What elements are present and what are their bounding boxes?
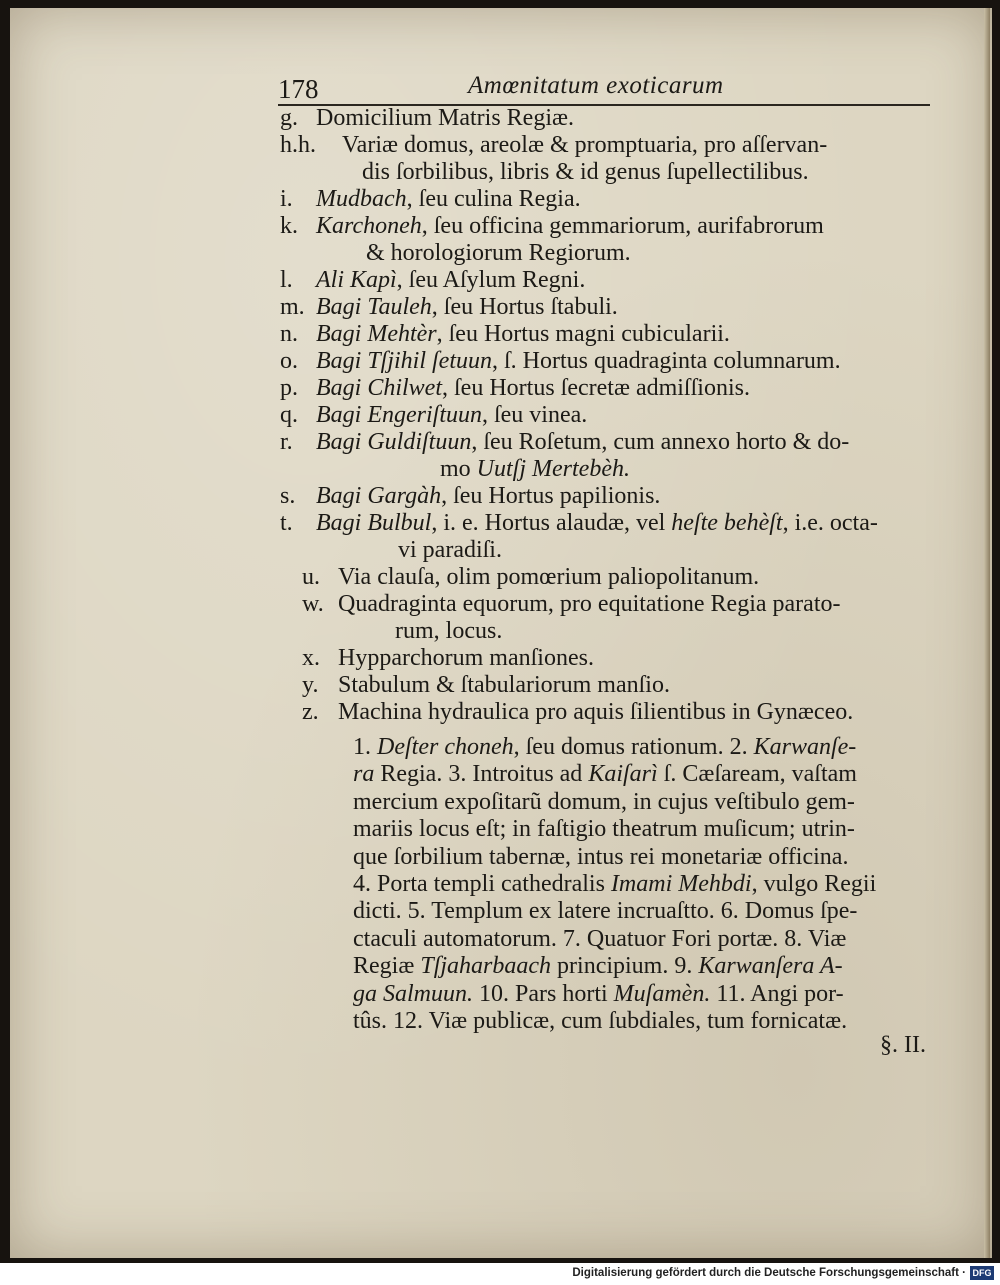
legend-entry xyxy=(280,672,950,699)
text-run: , i.e. octa- xyxy=(782,510,878,536)
paragraph-line xyxy=(353,844,948,871)
text-run: , ſeu culina Regia. xyxy=(406,186,581,212)
text-run: que ſorbilium tabernæ, intus rei monetariæ officina. xyxy=(353,843,849,870)
continuation-line: dis ſorbilibus, libris & id genus ſupellectilibus. xyxy=(362,159,809,185)
text-run: , ſeu Hortus ſtabuli. xyxy=(431,294,618,320)
legend-key: x. xyxy=(302,645,320,671)
text-run: Variæ domus, areolæ & promptuaria, pro aſſervan- xyxy=(342,132,828,158)
legend-entry xyxy=(280,429,950,483)
continuation-line xyxy=(440,456,849,483)
italic-term: heſte behèſt xyxy=(671,510,783,536)
italic-term: Deſter choneh xyxy=(377,734,514,760)
italic-term: Muſamèn. xyxy=(613,980,711,1007)
legend-key: g. xyxy=(280,105,298,131)
text-run: , ſ. Hortus quadraginta columnarum. xyxy=(492,348,841,374)
italic-term: Karchoneh xyxy=(316,213,422,239)
legend-description xyxy=(316,213,824,267)
text-run: , ſeu vinea. xyxy=(481,402,588,428)
text-run: Quadraginta equorum, pro equitatione Regia parato- xyxy=(338,591,841,617)
text-run: ctaculi automatorum. 7. Quatuor Fori portæ. 8. Viæ xyxy=(353,925,847,952)
description-line xyxy=(316,267,585,294)
text-run: tûs. 12. Viæ publicæ, cum ſubdiales, tum fornicatæ. xyxy=(353,1008,848,1035)
text-run: Regia. 3. Introitus ad xyxy=(374,761,589,788)
description-line xyxy=(338,591,841,618)
text-run: mo xyxy=(440,456,477,482)
paragraph-line xyxy=(353,926,948,953)
description-line xyxy=(338,645,594,672)
text-run: , ſeu Hortus ſecretæ admiſſionis. xyxy=(442,375,750,401)
description-line xyxy=(316,321,730,348)
italic-term: Karwanſera A- xyxy=(698,953,843,980)
page-edge xyxy=(984,8,990,1258)
legend-entry xyxy=(280,402,950,429)
italic-term: Karwanſe- xyxy=(753,734,857,760)
legend-entry xyxy=(280,375,950,402)
text-run: Machina hydraulica pro aquis ſilientibus in Gynæceo. xyxy=(338,699,854,725)
legend-entry xyxy=(280,267,950,294)
continuation-line: rum, locus. xyxy=(395,618,503,644)
page-header xyxy=(278,70,938,106)
legend-description xyxy=(316,267,585,294)
legend-entry xyxy=(280,645,950,672)
legend-description xyxy=(338,591,841,645)
italic-term: Bagi Tſjihil ſetuun xyxy=(316,348,493,374)
legend-key: z. xyxy=(302,699,319,725)
description-line xyxy=(316,483,660,510)
text-run: Domicilium Matris Regiæ. xyxy=(316,105,574,131)
legend-entry xyxy=(280,510,950,564)
italic-term: Imami Mehbdi xyxy=(610,871,752,898)
legend-description xyxy=(316,483,660,510)
italic-term: Bagi Bulbul xyxy=(316,510,432,536)
italic-term: Bagi Tauleh xyxy=(316,294,432,320)
italic-term: Bagi Gargàh xyxy=(316,483,442,509)
continuation-line: vi paradiſi. xyxy=(398,537,502,563)
legend-description xyxy=(342,132,827,186)
footer-bar xyxy=(0,1263,1000,1285)
text-run: principium. 9. xyxy=(551,953,699,980)
paragraph-line xyxy=(353,871,948,898)
description-line xyxy=(342,132,827,159)
description-line xyxy=(316,375,750,402)
numbered-paragraph xyxy=(353,734,948,1035)
legend-description xyxy=(338,672,670,699)
legend-description xyxy=(316,402,587,429)
legend-description xyxy=(316,321,730,348)
legend-key: u. xyxy=(302,564,320,590)
text-run: Hypparchorum manſiones. xyxy=(338,645,594,671)
text-run: , ſeu officina gemmariorum, aurifabrorum xyxy=(421,213,824,239)
paragraph-line xyxy=(353,981,948,1008)
description-line xyxy=(316,402,587,429)
text-run: dicti. 5. Templum ex latere incruaſtto. 6. Domus ſpe- xyxy=(353,898,858,925)
paragraph-line xyxy=(353,761,948,788)
funding-credit: Digitalisierung gefördert durch die Deutsche Forschungsgemeinschaft · xyxy=(572,1267,966,1279)
description-line xyxy=(316,429,849,456)
italic-term: Bagi Guldiſtuun xyxy=(316,429,472,455)
italic-term: Mudbach xyxy=(316,186,407,212)
paragraph-line xyxy=(353,953,948,980)
legend-key: o. xyxy=(280,348,298,374)
legend-key: w. xyxy=(302,591,324,617)
text-run: , ſeu Hortus papilionis. xyxy=(441,483,661,509)
description-line xyxy=(316,186,581,213)
text-run: , ſeu Roſetum, cum annexo horto & do- xyxy=(471,429,850,455)
paragraph-line xyxy=(353,734,948,761)
text-run: , i. e. Hortus alaudæ, vel xyxy=(431,510,672,536)
italic-term: Bagi Chilwet xyxy=(316,375,442,401)
italic-term: Bagi Engeriſtuun xyxy=(316,402,482,428)
text-run: 1. xyxy=(353,734,377,760)
legend-key: i. xyxy=(280,186,293,212)
continuation-line: & horologiorum Regiorum. xyxy=(366,240,631,266)
legend-key: p. xyxy=(280,375,298,401)
legend-entry xyxy=(280,699,950,726)
italic-term: Bagi Mehtèr xyxy=(316,321,437,347)
legend-key: m. xyxy=(280,294,305,320)
description-line xyxy=(338,564,759,591)
description-line xyxy=(338,672,670,699)
legend-entry xyxy=(280,132,950,186)
description-line xyxy=(316,348,841,375)
text-run: Stabulum & ſtabulariorum manſio. xyxy=(338,672,670,698)
legend-entry xyxy=(280,105,950,132)
legend-key: s. xyxy=(280,483,296,509)
legend-entry xyxy=(280,483,950,510)
text-run: mariis locus eſt; in faſtigio theatrum muſicum; utrin- xyxy=(353,816,855,843)
text-run: Regiæ xyxy=(353,953,421,980)
legend-key: h.h. xyxy=(280,132,316,158)
paragraph-line xyxy=(353,898,948,925)
legend-entry xyxy=(280,294,950,321)
legend-description xyxy=(316,186,581,213)
description-line xyxy=(316,213,824,240)
legend-entry xyxy=(280,186,950,213)
description-line xyxy=(316,105,574,132)
legend-key: y. xyxy=(302,672,319,698)
text-run: , ſeu Aſylum Regni. xyxy=(396,267,586,293)
legend-description xyxy=(338,564,759,591)
text-run: 11. Angi por- xyxy=(710,980,844,1007)
italic-term: ga Salmuun. xyxy=(353,980,473,1007)
description-line xyxy=(316,294,618,321)
legend-description xyxy=(338,645,594,672)
legend-description xyxy=(316,429,849,483)
legend-description xyxy=(316,294,618,321)
catchword: §. II. xyxy=(880,1032,926,1058)
italic-term: Kaiſarì xyxy=(588,761,658,788)
italic-term: ra xyxy=(353,761,375,788)
legend-description xyxy=(316,375,750,402)
legend-description xyxy=(316,348,841,375)
legend-entry xyxy=(280,564,950,591)
legend-description xyxy=(338,699,853,726)
legend-key: r. xyxy=(280,429,293,455)
paragraph-line xyxy=(353,1008,948,1035)
text-run: , ſeu Hortus magni cubicularii. xyxy=(436,321,730,347)
text-run: 4. Porta templi cathedralis xyxy=(353,871,611,898)
paragraph-line xyxy=(353,789,948,816)
legend-key: l. xyxy=(280,267,293,293)
legend-entry xyxy=(280,591,950,645)
text-run: , ſeu domus rationum. 2. xyxy=(513,734,754,760)
legend-entry xyxy=(280,348,950,375)
legend-entry xyxy=(280,321,950,348)
legend-key: k. xyxy=(280,213,298,239)
italic-term: Tſjaharbaach xyxy=(420,953,552,980)
legend-list xyxy=(280,105,950,726)
legend-key: t. xyxy=(280,510,293,536)
text-run: 10. Pars horti xyxy=(473,980,614,1007)
legend-key: q. xyxy=(280,402,298,428)
italic-term: Ali Kapì xyxy=(316,267,397,293)
dfg-logo: DFG xyxy=(970,1266,994,1280)
legend-description xyxy=(316,105,574,132)
text-run: Via clauſa, olim pomœrium paliopolitanum. xyxy=(338,564,760,590)
italic-term: Uutſj Mertebèh. xyxy=(476,456,630,482)
page-number: 178 xyxy=(278,74,319,104)
legend-key: n. xyxy=(280,321,298,347)
paragraph-line xyxy=(353,816,948,843)
text-run: ſ. Cæſaream, vaſtam xyxy=(657,761,857,788)
description-line xyxy=(338,699,853,726)
running-title: Amœnitatum exoticarum xyxy=(468,72,724,99)
text-run: mercium expoſitarũ domum, in cujus veſtibulo gem- xyxy=(353,788,855,815)
legend-description xyxy=(316,510,878,564)
legend-entry xyxy=(280,213,950,267)
text-run: , vulgo Regii xyxy=(751,871,877,898)
description-line xyxy=(316,510,878,537)
